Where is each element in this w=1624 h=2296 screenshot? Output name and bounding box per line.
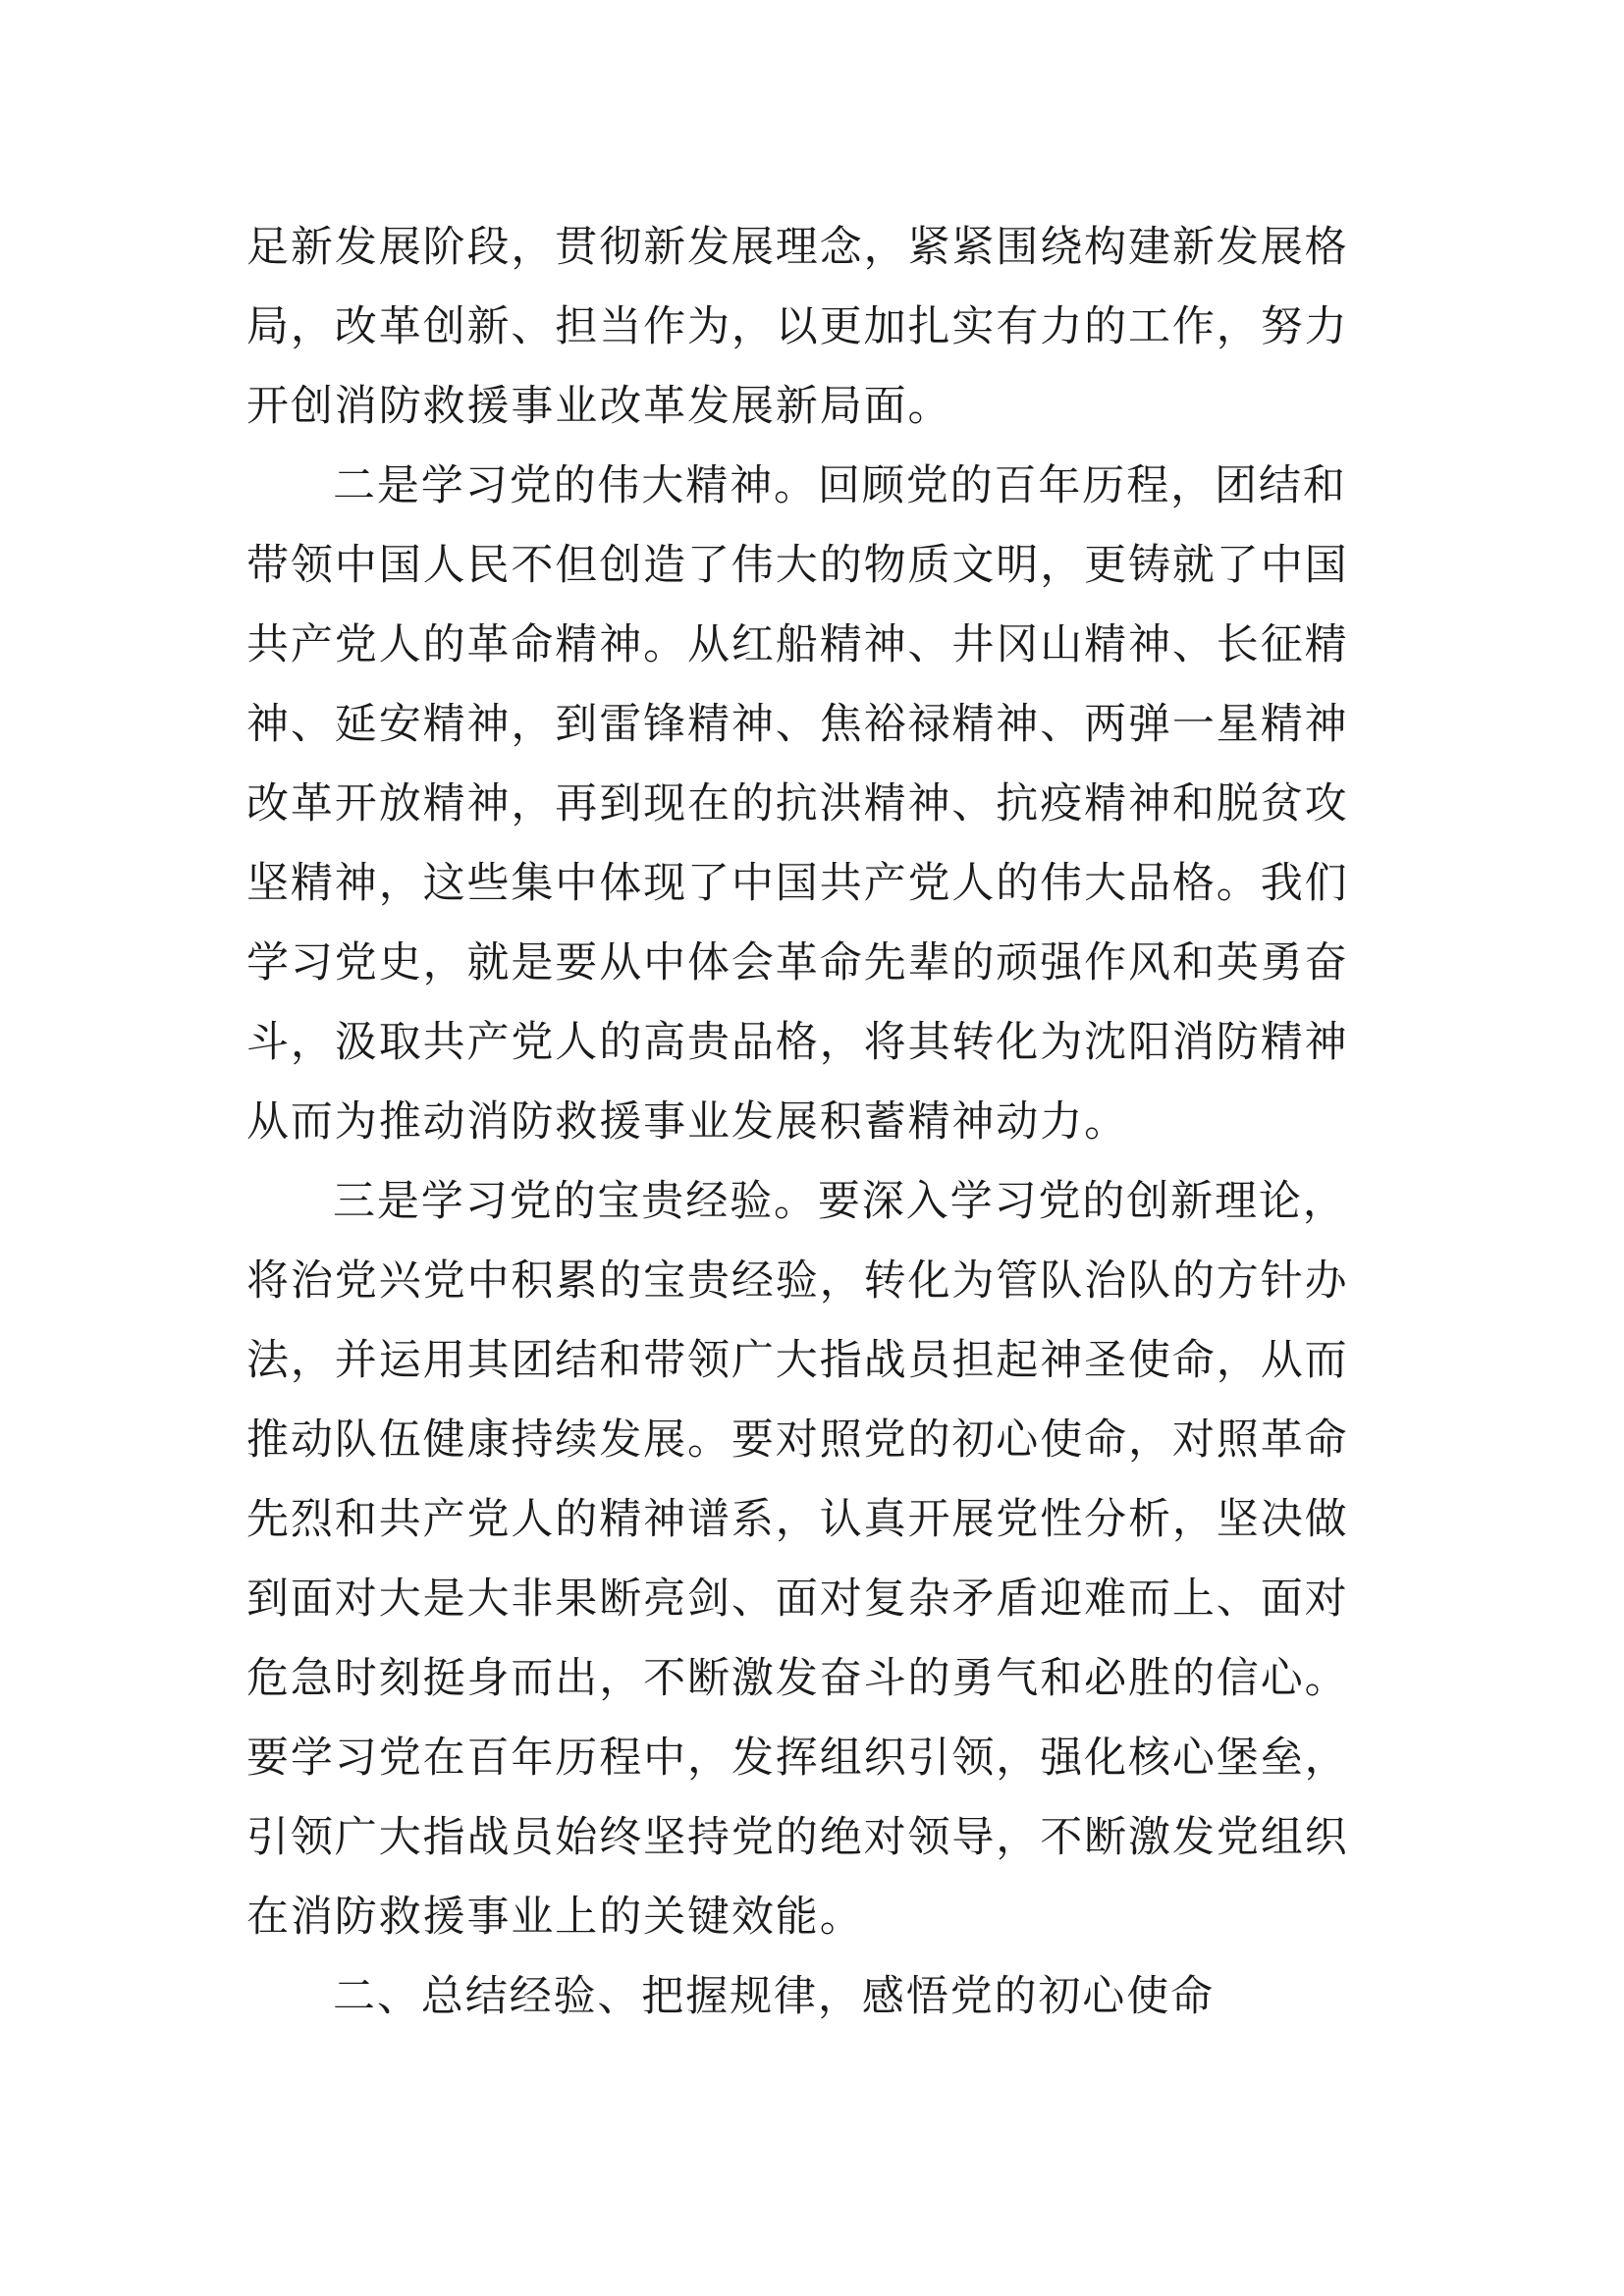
section-heading-text: 二、总结经验、把握规律，感悟党的初心使命: [333, 1972, 1215, 2021]
text-line: 在消防救援事业上的关键效能。: [246, 1893, 864, 1942]
text-line: 斗，汲取共产党人的高贵品格，将其转化为沈阳消防精神: [246, 1018, 1349, 1067]
text-line: 先烈和共产党人的精神谱系，认真开展党性分析，坚决做: [246, 1495, 1349, 1544]
text-line: 改革开放精神，再到现在的抗洪精神、抗疫精神和脱贫攻: [246, 779, 1349, 828]
text-line: 带领中国人民不但创造了伟大的物质文明，更铸就了中国: [246, 541, 1349, 590]
text-line: 共产党人的革命精神。从红船精神、井冈山精神、长征精: [246, 620, 1349, 669]
text-line: 足新发展阶段，贯彻新发展理念，紧紧围绕构建新发展格: [246, 223, 1349, 272]
text-line: 法，并运用其团结和带领广大指战员担起神圣使命，从而: [246, 1336, 1349, 1385]
section-heading: [246, 1957, 1385, 2037]
text-line: 要学习党在百年历程中，发挥组织引领，强化核心堡垒，: [246, 1734, 1349, 1783]
text-line: 将治党兴党中积累的宝贵经验，转化为管队治队的方针办: [246, 1256, 1349, 1306]
text-line-indented: 三是学习党的宝贵经验。要深入学习党的创新理论，: [333, 1177, 1347, 1226]
text-line: 推动队伍健康持续发展。要对照党的初心使命，对照革命: [246, 1415, 1349, 1465]
paragraph-valuable-experience: [246, 1162, 1385, 1957]
text-line: 开创消防救援事业改革发展新局面。: [246, 382, 952, 431]
text-line: 神、延安精神，到雷锋精神、焦裕禄精神、两弹一星精神: [246, 700, 1349, 749]
text-line: 到面对大是大非果断亮剑、面对复杂矛盾迎难而上、面对: [246, 1575, 1349, 1624]
text-line-indented: 二是学习党的伟大精神。回顾党的百年历程，团结和: [333, 461, 1347, 510]
paragraph-great-spirit: [246, 447, 1385, 1162]
document-body: [246, 208, 1385, 2037]
text-line: 引领广大指战员始终坚持党的绝对领导，不断激发党组织: [246, 1813, 1349, 1862]
text-line: 坚精神，这些集中体现了中国共产党人的伟大品格。我们: [246, 859, 1349, 908]
paragraph-continuation: [246, 208, 1385, 447]
text-line: 局，改革创新、担当作为，以更加扎实有力的工作，努力: [246, 302, 1349, 351]
text-line: 危急时刻挺身而出，不断激发奋斗的勇气和必胜的信心。: [246, 1654, 1349, 1703]
text-line: 从而为推动消防救援事业发展积蓄精神动力。: [246, 1097, 1128, 1147]
text-line: 学习党史，就是要从中体会革命先辈的顽强作风和英勇奋: [246, 938, 1349, 988]
